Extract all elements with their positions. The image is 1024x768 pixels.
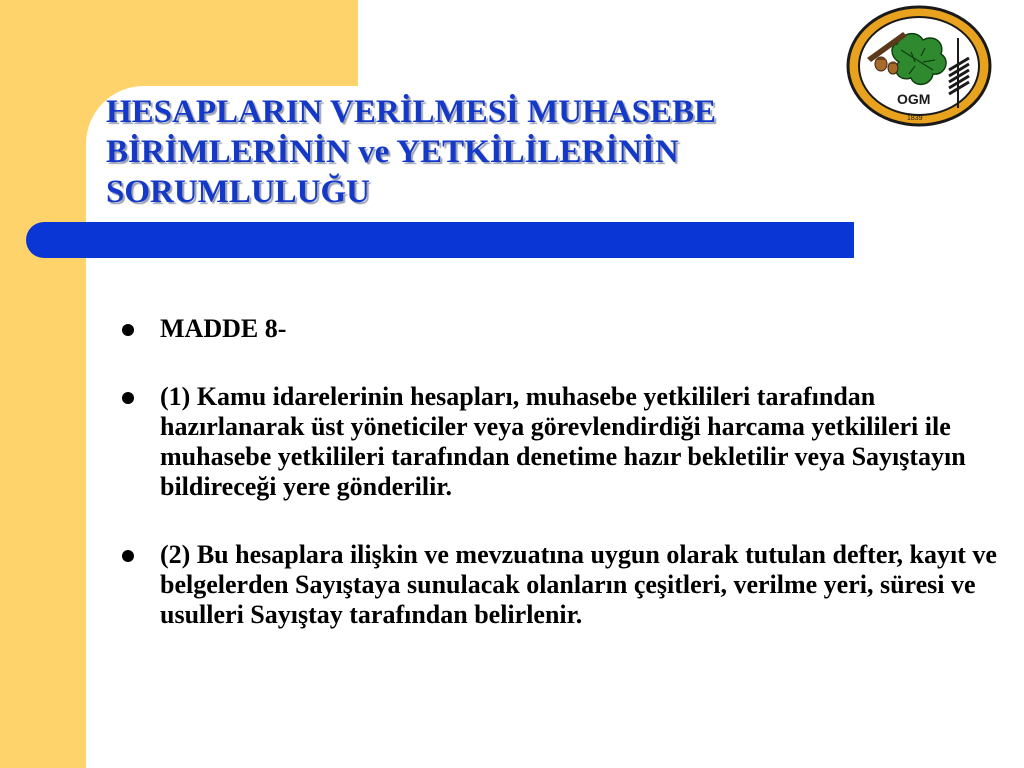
bullet-item bbox=[118, 540, 1018, 630]
ogm-logo bbox=[845, 4, 993, 128]
logo-year: 1839 bbox=[907, 115, 923, 122]
bullet-list bbox=[118, 314, 1018, 668]
bullet-marker bbox=[122, 550, 134, 562]
bullet-item bbox=[118, 314, 1018, 344]
bullet-marker bbox=[122, 392, 134, 404]
bullet-text: MADDE 8- bbox=[160, 314, 287, 343]
bullet-item bbox=[118, 382, 1018, 502]
bullet-marker bbox=[122, 324, 134, 336]
logo-text: OGM bbox=[897, 91, 931, 107]
bullet-text: (1) Kamu idarelerinin hesapları, muhasebe yetkilileri tarafından hazırlanarak üst yöneticiler veya görevlendirdiği harcama yetkilileri ile muhasebe yetkilileri tarafından denetime hazır bekletilir veya Sayıştayın bildireceği yere gönderilir. bbox=[160, 382, 966, 501]
slide-title: HESAPLARIN VERİLMESİ MUHASEBE BİRİMLERİNİN ve YETKİLİLERİNİN SORUMLULUĞU bbox=[106, 94, 717, 210]
title-underline-bar bbox=[26, 222, 854, 258]
bullet-text: (2) Bu hesaplara ilişkin ve mevzuatına uygun olarak tutulan defter, kayıt ve belgelerden Sayıştaya sunulacak olanların çeşitleri, verilme yeri, süresi ve usulleri Sayıştay tarafından belirlenir. bbox=[160, 540, 997, 629]
